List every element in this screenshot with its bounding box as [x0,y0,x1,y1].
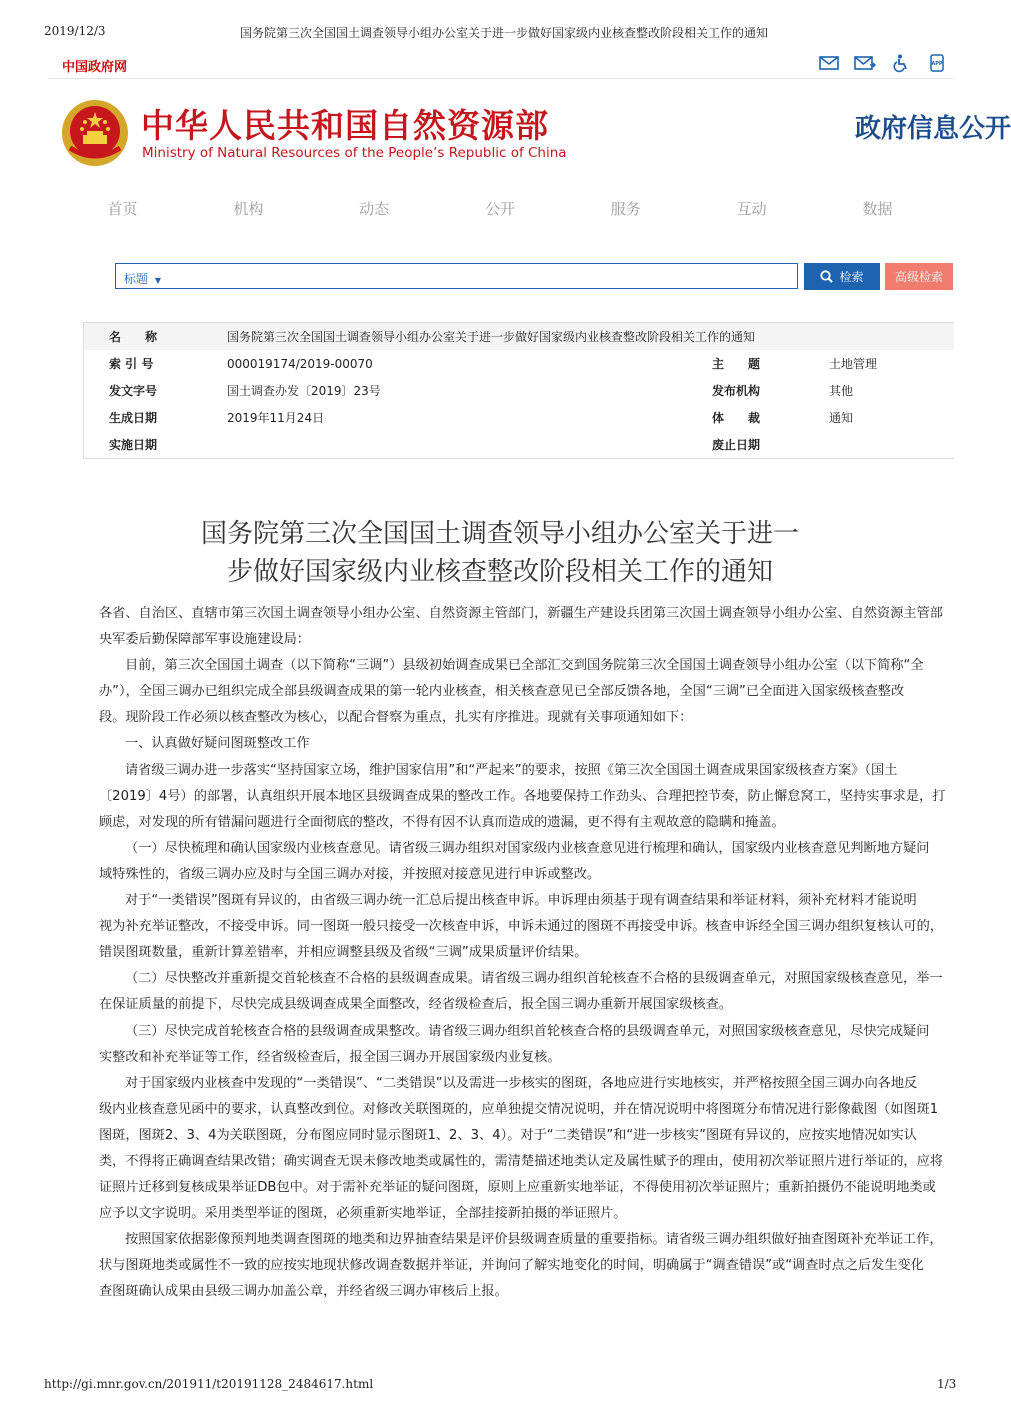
info-label: 名 称 [109,330,158,344]
info-value: 土地管理 [829,357,878,371]
body-line: （二）尽快整改并重新提交首轮核查不合格的县级调查成果。请省级三调办组织首轮核查不合格的县级调查单元，对照国家级核查意见，举一 [125,971,943,987]
body-line: 级内业核查意见函中的要求，认真整改到位。对修改关联图斑的，应单独提交情况说明，并在情况说明中将图斑分布情况进行影像截图（如图斑1 [99,1101,939,1117]
body-line: （一）尽快梳理和确认国家级内业核查意见。请省级三调办组织对国家级内业核查意见进行梳理和确认，国家级内业核查意见判断地方疑问 [125,840,930,856]
body-line: 目前，第三次全国国土调查（以下简称“三调”）县级初始调查成果已全部汇交到国务院第三次全国国土调查领导小组办公室（以下简称“全 [125,658,924,674]
body-line: 应予以文字说明。采用类型举证的图斑，必须重新实地举证，全部挂接新拍摄的举证照片。 [99,1206,627,1222]
info-label: 发文字号 [109,384,158,398]
body-line: 办”），全国三调办已组织完成全部县级调查成果的第一轮内业核查，相关核查意见已全部反馈各地，全国“三调”已全面进入国家级核查整改 [99,684,905,700]
info-value: 2019年11月24日 [227,411,325,425]
body-line: 在保证质量的前提下，尽快完成县级调查成果全面整改，经省级检查后，报全国三调办重新开展国家级核查。 [99,997,732,1013]
nav-item-news[interactable]: 动态 [359,200,390,218]
info-label: 索 引 号 [109,357,154,371]
info-row-index [84,350,954,377]
nav-item-services[interactable]: 服务 [610,200,641,218]
national-emblem-icon [60,98,130,168]
search-type-label: 标题 [124,272,149,286]
app-icon[interactable] [926,54,948,72]
body-line: （三）尽快完成首轮核查合格的县级调查成果整改。请省级三调办组织首轮核查合格的县级调查单元，对照国家级核查意见，尽快完成疑问 [125,1023,930,1039]
body-line: 实整改和补充举证等工作，经省级检查后，报全国三调办开展国家级内业复核。 [99,1049,561,1065]
nav-item-interaction[interactable]: 互动 [736,200,767,218]
info-label: 发布机构 [712,384,761,398]
body-line: 按照国家依据影像预判地类调查图斑的地类和边界抽查结果是评价县级调查质量的重要指标。请省级三调办组织做好抽查图斑补充举证工作， [125,1232,943,1248]
body-line: 类，不得将正确调查结果改错；确实调查无误未修改地类或属性的，需清楚描述地类认定及属性赋予的理由，使用初次举证照片进行举证的，应将 [99,1153,943,1169]
info-row-name [84,323,954,350]
document-title-line: 步做好国家级内业核查整改阶段相关工作的通知 [226,557,773,587]
search-type-select[interactable] [124,270,161,287]
print-page-number: 1/3 [937,1377,957,1391]
search-button[interactable] [804,263,880,290]
info-row-date [84,404,954,431]
nav-item-data[interactable]: 数据 [862,200,893,218]
section-heading: 一、认真做好疑问图斑整改工作 [125,736,310,752]
info-value: 国务院第三次全国国土调查领导小组办公室关于进一步做好国家级内业核查整改阶段相关工作的通知 [227,330,756,344]
print-date: 2019/12/3 [44,24,106,38]
print-url: http://gi.mnr.gov.cn/201911/t20191128_2484617.html [44,1377,374,1391]
body-line: 图斑，图斑2、3、4为关联图斑，分布图应同时显示图斑1、2、3、4）。对于“二类错误”和“进一步核实”图斑有异议的，应按实地情况如实认 [99,1127,917,1143]
advanced-search-button[interactable]: 高级检索 [885,263,953,290]
info-value: 000019174/2019-00070 [227,356,373,371]
body-line: 请省级三调办进一步落实“坚持国家立场，维护国家信用”和“严起来”的要求，按照《第三次全国国土调查成果国家级核查方案》（国土 [125,762,898,778]
document-title [100,515,900,591]
body-line: 对于国家级内业核查中发现的“一类错误”、“二类错误”以及需进一步核实的图斑，各地应进行实地核实，并严格按照全国三调办向各地反 [125,1075,918,1091]
info-row-impl [84,431,954,458]
svg-text:APP: APP [931,61,943,67]
info-value: 其他 [829,384,854,398]
info-label: 生成日期 [109,411,158,425]
nav-item-organization[interactable]: 机构 [233,200,264,218]
print-title: 国务院第三次全国国土调查领导小组办公室关于进一步做好国家级内业核查整改阶段相关工作的通知 [240,26,769,40]
gov-portal-link[interactable]: 中国政府网 [62,60,128,75]
body-line: 各省、自治区、直辖市第三次国土调查领导小组办公室、自然资源主管部门，新疆生产建设兵团第三次国土调查领导小组办公室、自然资源主管部 [99,606,943,621]
body-line: 央军委后勤保障部军事设施建设局： [99,632,310,648]
body-line: 域特殊性的，省级三调办应及时与全国三调办对接，并按照对接意见进行申诉或整改。 [99,866,601,882]
main-nav [60,198,940,219]
body-line: 段。现阶段工作必须以核查整改为核心，以配合督察为重点，扎实有序推进。现就有关事项通知如下： [99,710,693,726]
body-line: 证照片迁移到复核成果举证DB包中。对于需补充举证的疑问图斑，原则上应重新实地举证，不得使用初次举证照片；重新拍摄仍不能说明地类或 [99,1180,936,1196]
document-body [99,601,953,1331]
body-line: 视为补充举证整改，不接受申诉。同一图斑一般只接受一次核查申诉，申诉未通过的图斑不再接受申诉。核查申诉经全国三调办组织复核认可的， [99,919,943,935]
nav-item-disclosure[interactable]: 公开 [484,200,515,218]
document-info-table [83,322,954,459]
ministry-name-cn: 中华人民共和国自然资源部 [141,106,549,145]
body-line: 错误图斑数量，重新计算差错率，并相应调整县级及省级“三调”成果质量评价结果。 [99,945,588,961]
info-label: 体 裁 [712,411,761,425]
info-value: 国土调查办发〔2019〕23号 [227,384,381,398]
search-button-label: 检索 [839,270,864,284]
mail-icon[interactable] [818,54,840,72]
search-icon [820,270,833,283]
info-label: 主 题 [712,357,761,371]
ministry-name-en: Ministry of Natural Resources of the People’s Republic of China [142,145,567,161]
body-line: 状与图斑地类或属性不一致的应按实地现状修改调查数据并举证，并询问了解实地变化的时间，明确属于“调查错误”或“调查时点之后发生变化 [99,1258,924,1274]
top-divider [48,78,953,79]
mail-open-icon[interactable] [854,54,876,72]
info-label: 废止日期 [712,438,761,452]
nav-item-home[interactable]: 首页 [107,200,138,218]
chevron-down-icon: ▼ [154,276,161,285]
body-line: 〔2019〕4号）的部署，认真组织开展本地区县级调查成果的整改工作。各地要保持工作劲头、合理把控节奏，防止懈怠窝工，坚持实事求是，打 [99,788,946,804]
top-icon-group [818,54,948,72]
info-value: 通知 [829,411,854,425]
info-row-docno [84,377,954,404]
gov-info-disclosure-title: 政府信息公开 [855,114,1011,144]
body-line: 顾虑，对发现的所有错漏问题进行全面彻底的整改，不得有因不认真而造成的遗漏，更不得有主观故意的隐瞒和掩盖。 [99,814,785,830]
search-input[interactable] [175,264,799,290]
document-title-line: 国务院第三次全国国土调查领导小组办公室关于进一 [200,519,799,549]
body-line: 对于“一类错误”图斑有异议的，由省级三调办统一汇总后提出核查申诉。申诉理由须基于现有调查结果和举证材料，须补充材料才能说明 [125,893,917,909]
info-label: 实施日期 [109,438,158,452]
accessibility-icon[interactable] [890,54,912,72]
body-line: 查图斑确认成果由县级三调办加盖公章，并经省级三调办审核后上报。 [99,1284,508,1300]
